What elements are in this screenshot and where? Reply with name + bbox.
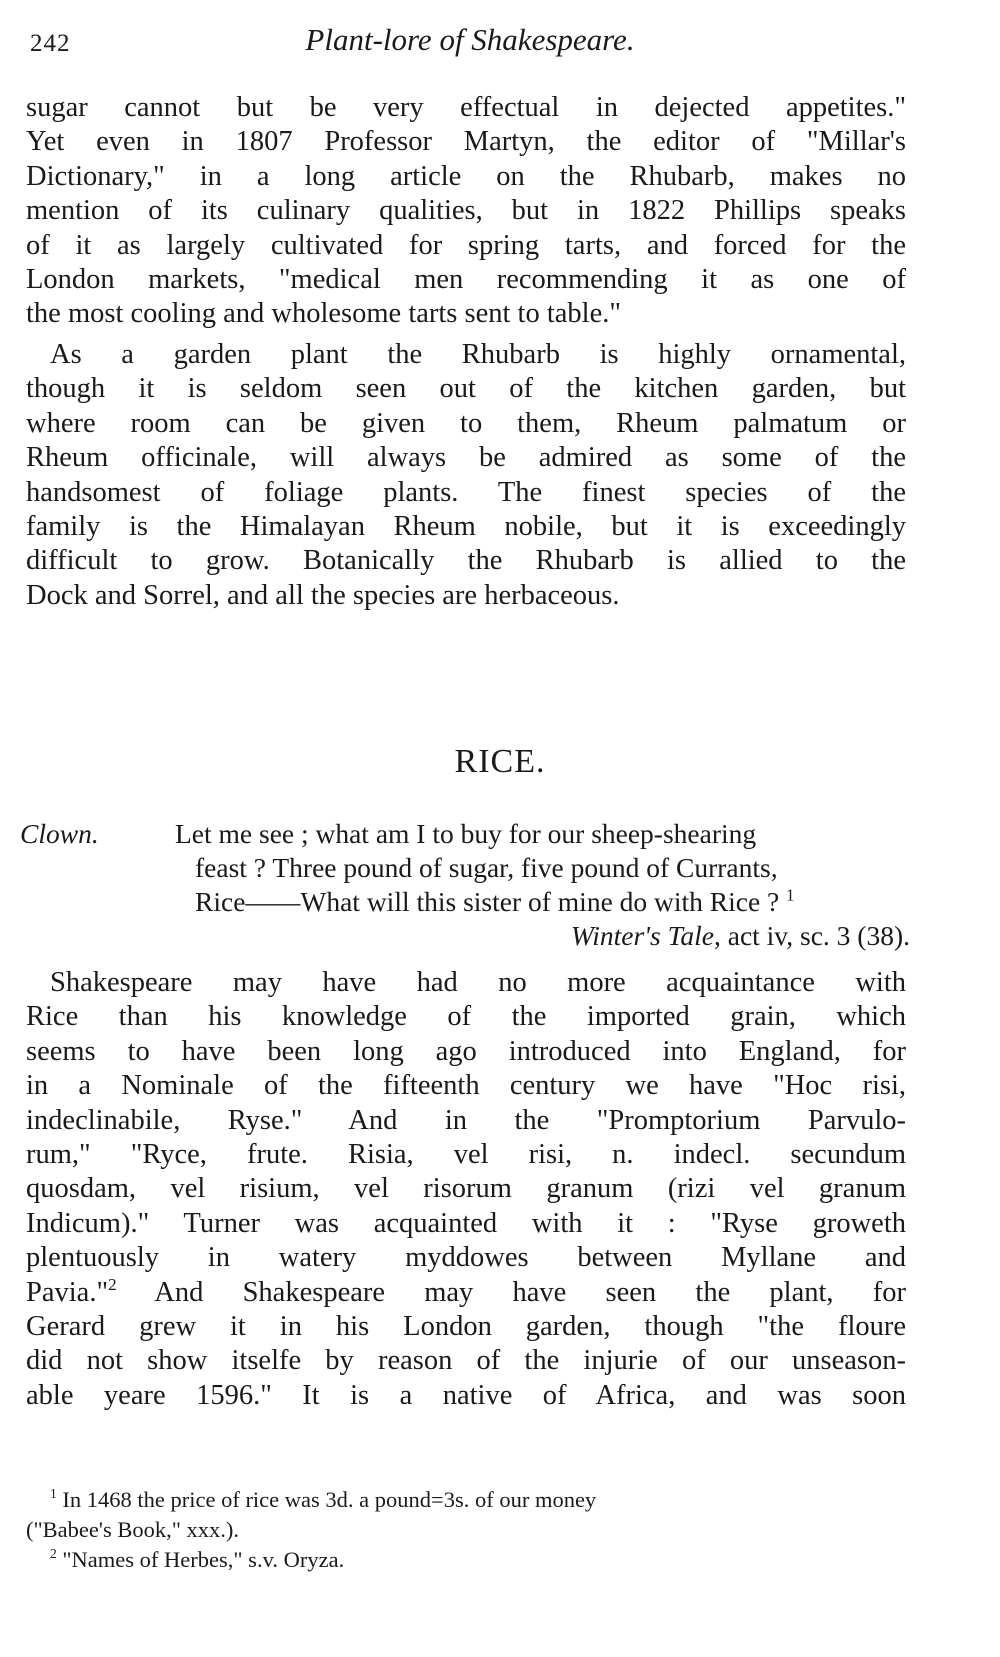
running-title: Plant-lore of Shakespeare. bbox=[305, 22, 635, 57]
text-line: handsomest of foliage plants. The finest species of the bbox=[26, 476, 906, 508]
text-line: difficult to grow. Botanically the Rhubarb is allied to the bbox=[26, 545, 906, 577]
text-line: family is the Himalayan Rheum nobile, but it is exceedingly bbox=[26, 510, 906, 542]
text-line: mention of its culinary qualities, but in 1822 Phillips speaks bbox=[26, 195, 906, 227]
footnote-text: In 1468 the price of rice was 3d. a pound=3s. of our money bbox=[62, 1487, 597, 1512]
footnote-marker: 2 bbox=[50, 1546, 57, 1562]
paragraph-rice bbox=[26, 966, 906, 1413]
footnote-2 bbox=[26, 1545, 906, 1575]
citation-title: Winter's Tale bbox=[570, 920, 714, 951]
text-line: Rice than his knowledge of the imported grain, which bbox=[26, 1001, 906, 1033]
text-line: the most cooling and wholesome tarts sent to table." bbox=[26, 298, 621, 330]
text-segment: And Shakespeare may have seen the plant, for bbox=[116, 1276, 906, 1308]
text-line: sugar cannot but be very effectual in dejected appetites." bbox=[26, 92, 906, 123]
text-line: in a Nominale of the fifteenth century we have "Hoc risi, bbox=[26, 1070, 906, 1102]
text-line: As a garden plant the Rhubarb is highly ornamental, bbox=[50, 339, 906, 370]
text-line: where room can be given to them, Rheum palmatum or bbox=[26, 407, 906, 439]
text-line: London markets, "medical men recommending it as one of bbox=[26, 263, 906, 295]
page-number: 242 bbox=[30, 30, 71, 57]
quote-line-text: Rice——What will this sister of mine do with Rice ? bbox=[195, 886, 780, 917]
paragraph-rhubarb-garden bbox=[26, 338, 906, 613]
text-line: seems to have been long ago introduced into England, for bbox=[26, 1035, 906, 1067]
footnote-marker: 1 bbox=[50, 1486, 57, 1502]
text-segment: Pavia." bbox=[26, 1276, 109, 1308]
footnote-marker: 2 bbox=[108, 1274, 117, 1294]
text-line: Indicum)." Turner was acquainted with it : "Ryse groweth bbox=[26, 1207, 906, 1239]
quote-line bbox=[195, 885, 910, 919]
text-line bbox=[26, 1276, 906, 1310]
footnote-text: "Names of Herbes," s.v. Oryza. bbox=[62, 1547, 345, 1572]
text-line: Dictionary," in a long article on the Rhubarb, makes no bbox=[26, 160, 906, 192]
text-line: quosdam, vel risium, vel risorum granum (rizi vel granum bbox=[26, 1173, 906, 1205]
text-line: rum," "Ryce, frute. Risia, vel risi, n. indecl. secundum bbox=[26, 1138, 906, 1170]
text-line: did not show itselfe by reason of the injurie of our unseason- bbox=[26, 1345, 906, 1377]
quote-line: Let me see ; what am I to buy for our sheep-shearing bbox=[175, 818, 757, 849]
citation-detail: , act iv, sc. 3 (38). bbox=[713, 920, 910, 951]
text-line: Shakespeare may have had no more acquaintance with bbox=[50, 967, 906, 998]
quote-line: feast ? Three pound of sugar, five pound of Currants, bbox=[195, 852, 778, 883]
text-line: Dock and Sorrel, and all the species are herbaceous. bbox=[26, 579, 620, 611]
text-line: though it is seldom seen out of the kitchen garden, but bbox=[26, 373, 906, 405]
page-header bbox=[30, 22, 910, 62]
quote-citation bbox=[571, 919, 910, 953]
text-line: Rheum officinale, will always be admired as some of the bbox=[26, 442, 906, 474]
text-line: Yet even in 1807 Professor Martyn, the editor of "Millar's bbox=[26, 126, 906, 158]
section-title: RICE. bbox=[454, 743, 546, 780]
text-line: able yeare 1596." It is a native of Africa, and was soon bbox=[26, 1379, 906, 1411]
text-line: indeclinabile, Ryse." And in the "Promptorium Parvulo- bbox=[26, 1104, 906, 1136]
text-line: plentuously in watery myddowes between Myllane and bbox=[26, 1242, 906, 1274]
footnote-marker: 1 bbox=[786, 885, 795, 905]
footnote-1-continued: ("Babee's Book," xxx.). bbox=[26, 1517, 240, 1542]
paragraph-rhubarb-continued bbox=[26, 91, 906, 332]
text-line: of it as largely cultivated for spring tarts, and forced for the bbox=[26, 229, 906, 261]
quote-speaker: Clown. bbox=[20, 818, 99, 849]
footnote-1 bbox=[26, 1485, 906, 1515]
text-line: Gerard grew it in his London garden, though "the floure bbox=[26, 1310, 906, 1342]
footnotes bbox=[26, 1485, 906, 1575]
